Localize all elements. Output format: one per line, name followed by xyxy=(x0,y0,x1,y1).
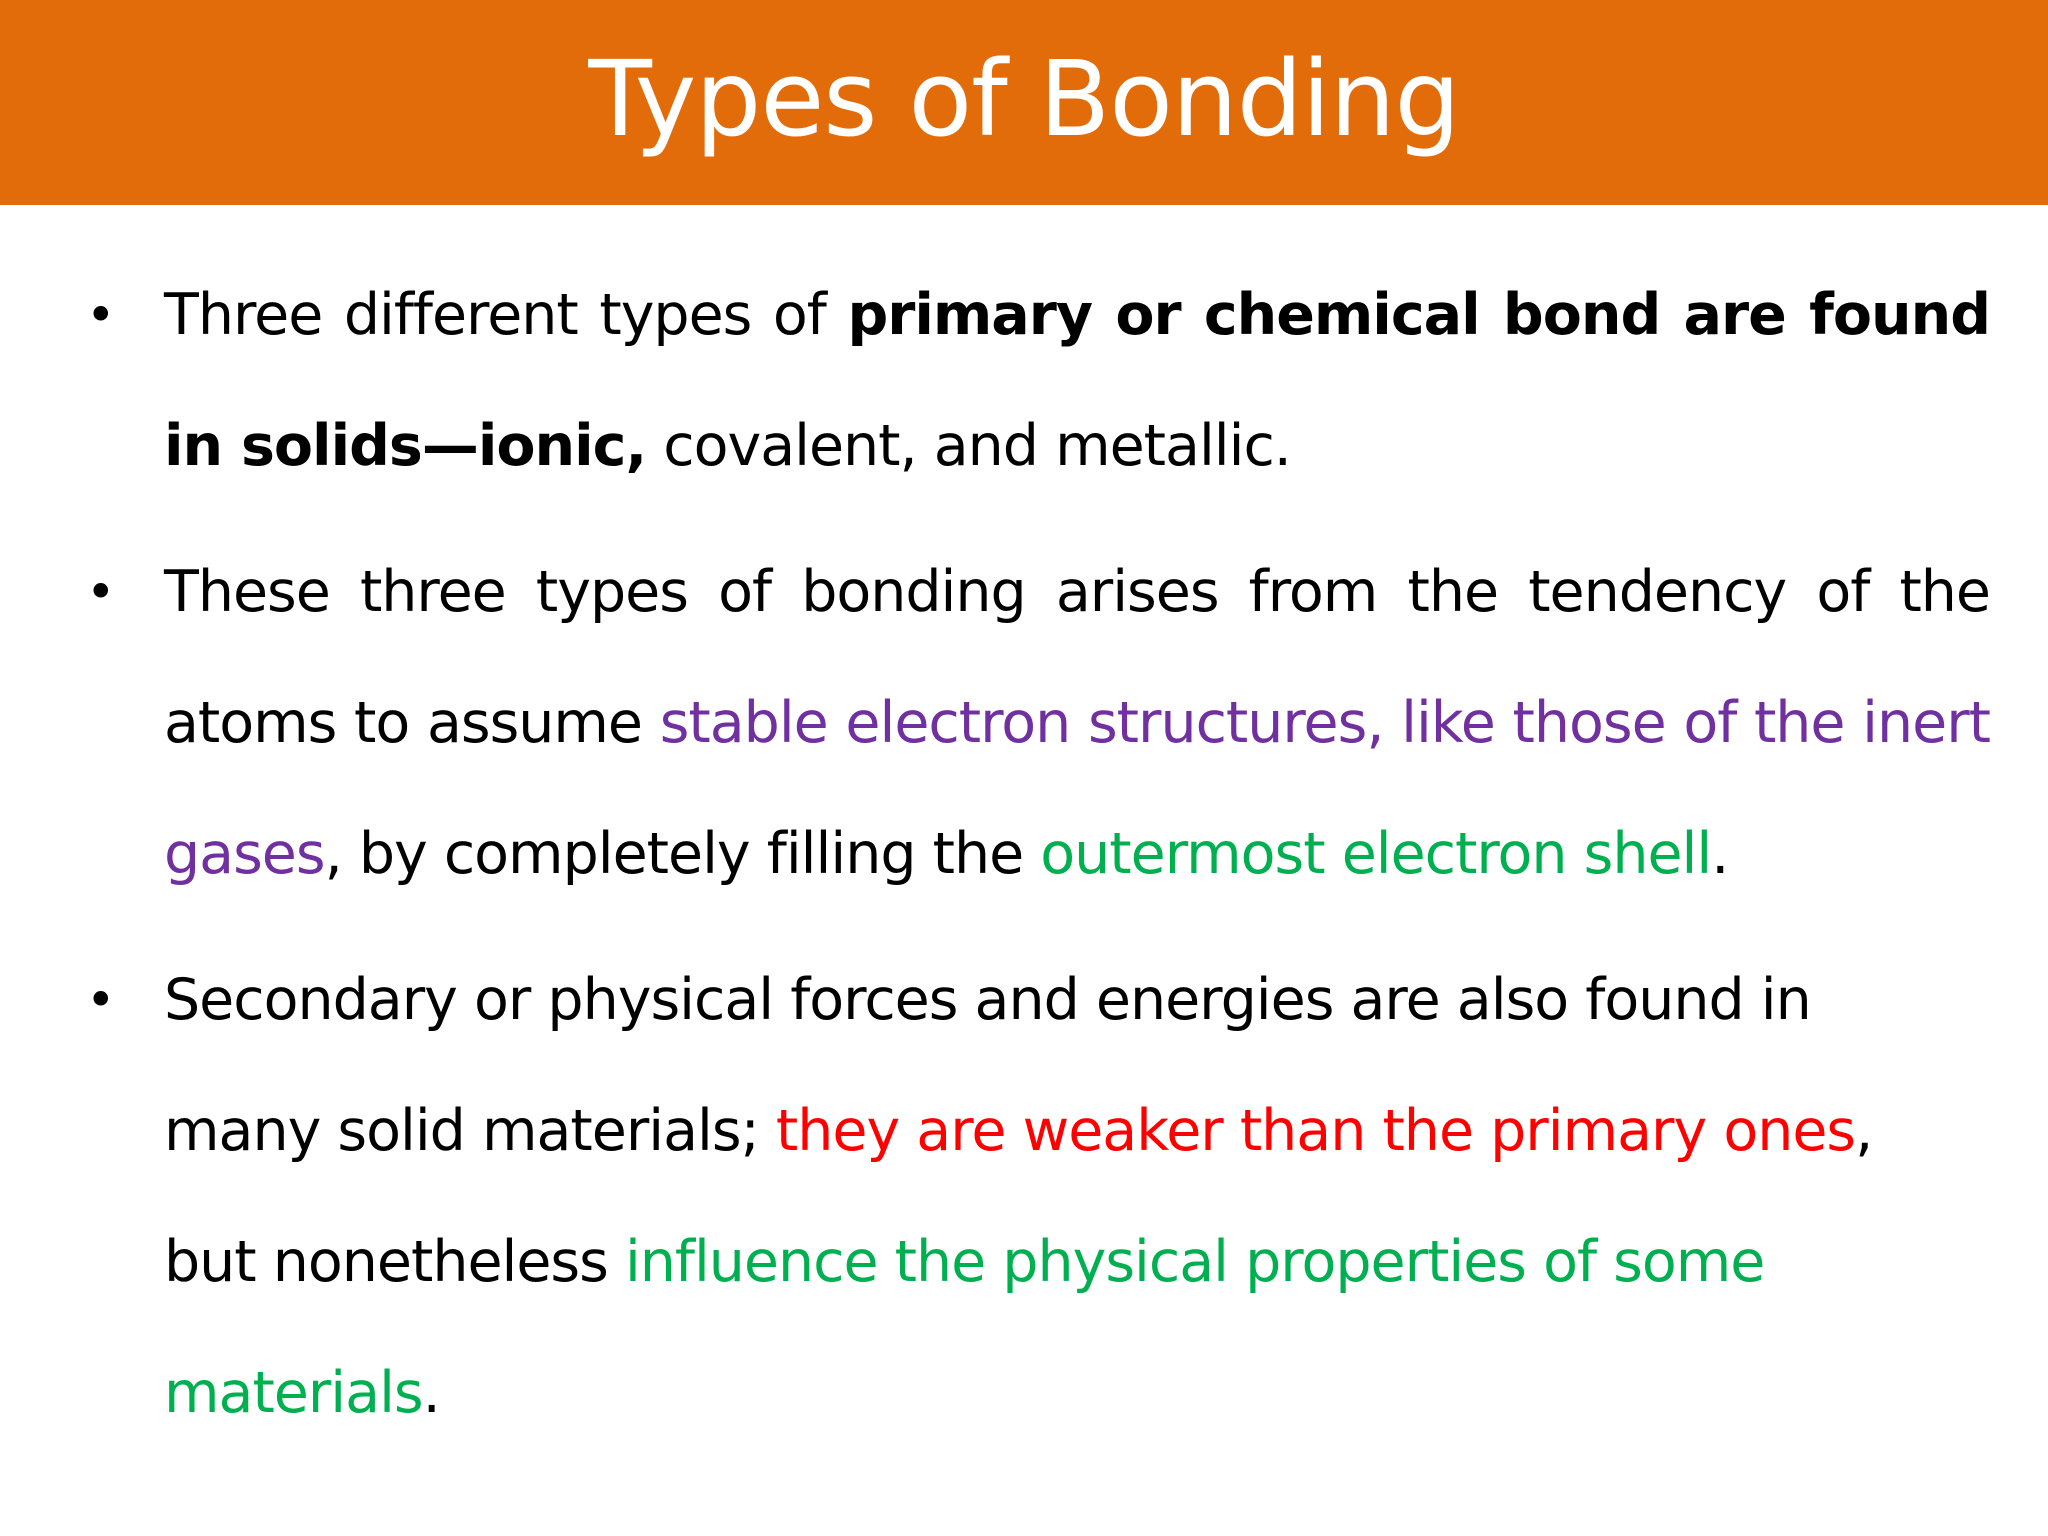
bullet-item-1 xyxy=(86,250,1990,512)
bullet-2-green-text: outermost electron shell xyxy=(1040,821,1712,887)
bullet-icon: • xyxy=(86,971,115,1029)
bullet-3-red-text: they are weaker than the primary ones xyxy=(775,1098,1856,1164)
bullet-1-text-end: covalent, and metallic. xyxy=(646,413,1291,479)
bullet-3-text-end: . xyxy=(422,1360,440,1426)
bullet-icon: • xyxy=(86,286,115,344)
bullet-2-text: These three types of bonding arises from the tendency of the atoms to assume xyxy=(164,559,1990,756)
bullet-3-green-text: influence the physical properties of some materials xyxy=(164,1229,1765,1426)
bullet-3-text: Secondary or physical forces and energies are also found in many solid materials; xyxy=(164,967,1811,1164)
slide-title: Types of Bonding xyxy=(588,37,1460,160)
bullet-2-purple-text: stable electron structures, like those of the inert gases xyxy=(164,690,1990,887)
bullet-2-text-end: . xyxy=(1711,821,1729,887)
bullet-item-3 xyxy=(86,935,1964,1459)
bullet-1-text: Three different types of xyxy=(164,282,848,348)
bullet-1-bold-text: primary or chemical bond are found in solids—ionic, xyxy=(164,282,1990,479)
bullet-list xyxy=(0,250,2048,1474)
bullet-item-2 xyxy=(86,527,1990,920)
bullet-icon: • xyxy=(86,563,115,621)
title-banner xyxy=(0,0,2048,205)
bullet-2-text-mid: , by completely filling the xyxy=(324,821,1041,887)
bullet-3-text-mid: , but nonetheless xyxy=(164,1098,1873,1295)
